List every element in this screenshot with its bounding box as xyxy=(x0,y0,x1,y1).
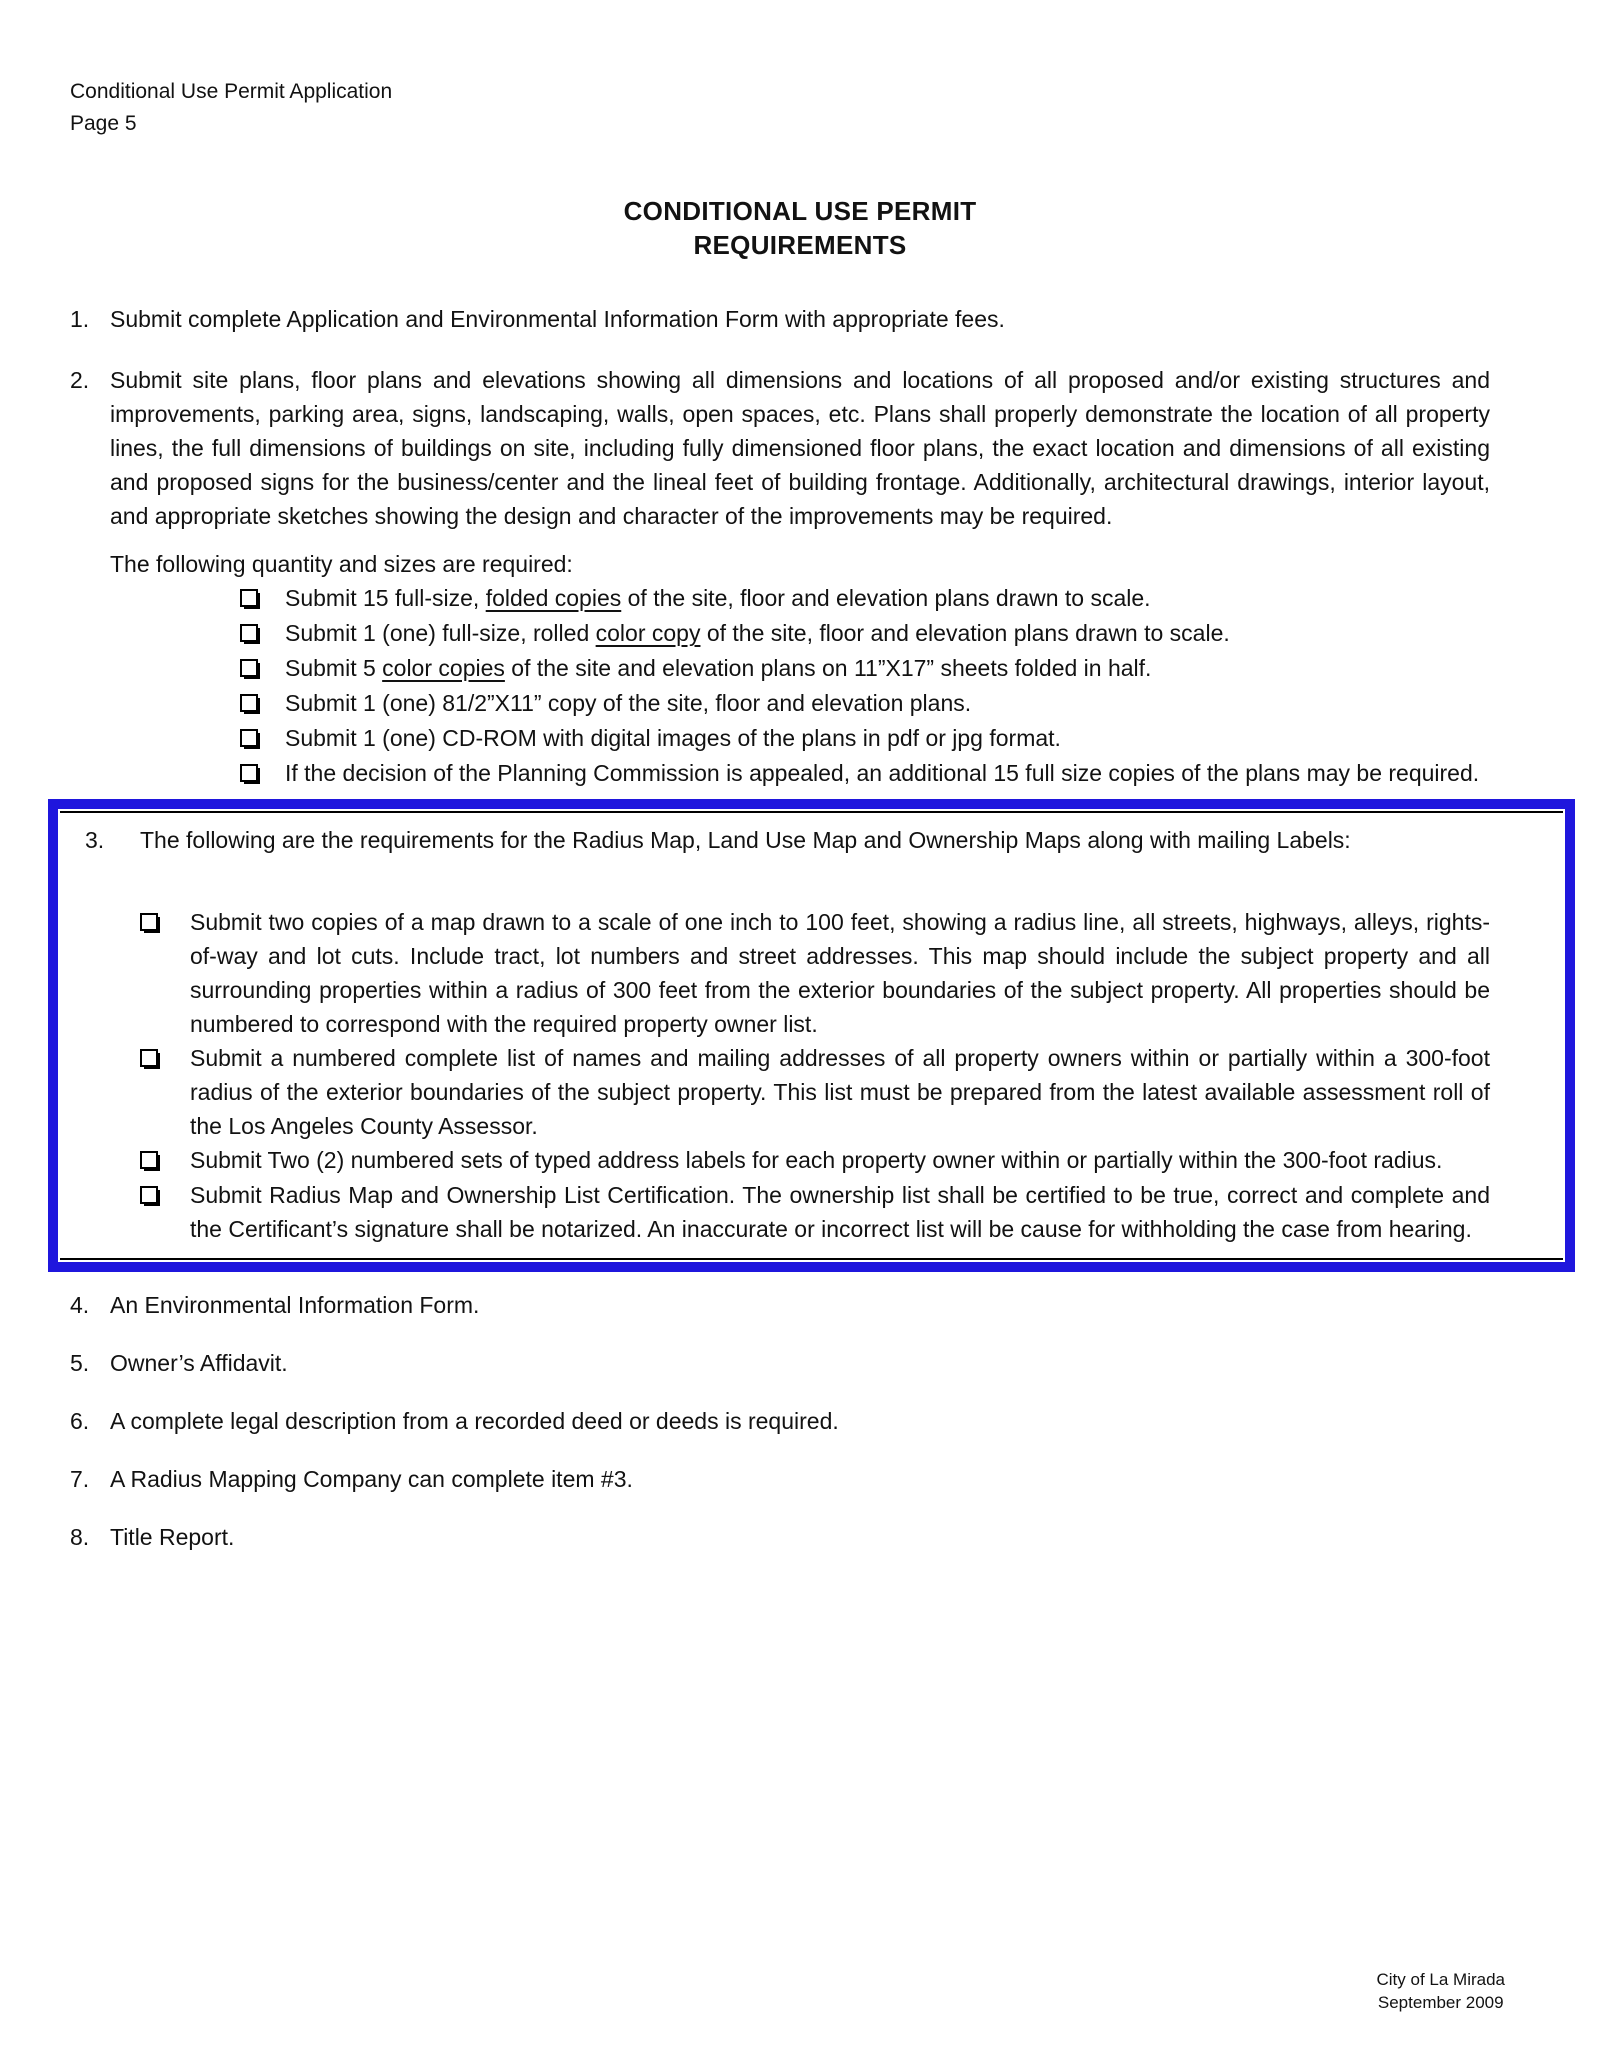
checklist-item-text: Submit two copies of a map drawn to a scale of one inch to 100 feet, showing a radius line, all streets, highways, alleys, rights-of-way and lot cuts. Include tract, lot numbers and street addresses. This map should include the subject property and all surrounding properties within a radius of 300 feet from the exterior boundaries of the subject property. All properties should be numbered to correspond with the required property owner list. xyxy=(190,909,1490,1037)
item-number: 5. xyxy=(70,1350,90,1376)
checklist-item-text xyxy=(285,651,1490,686)
item-number: 1. xyxy=(70,306,90,332)
numbered-item-4 xyxy=(70,1288,1490,1322)
text-segment: If the decision of the Planning Commission is appealed, an additional 15 full size copies of the plans may be required. xyxy=(285,760,1480,786)
checklist-item xyxy=(140,905,1490,1041)
doc-footer xyxy=(1377,1968,1506,2014)
item-number: 4. xyxy=(70,1292,90,1318)
checklist-item xyxy=(240,686,1490,721)
checklist-item xyxy=(140,1178,1490,1246)
item-number: 3. xyxy=(85,827,105,853)
checkbox-icon xyxy=(240,659,258,677)
item-text: An Environmental Information Form. xyxy=(110,1292,480,1318)
checklist-item-text: Submit a numbered complete list of names and mailing addresses of all property owners within or partially within a 300-foot radius of the exterior boundaries of the subject property. This list must be prepared from the latest available assessment roll of the Los Angeles County Assessor. xyxy=(190,1045,1490,1139)
text-segment: of the site, floor and elevation plans drawn to scale. xyxy=(621,585,1151,611)
item-text: Title Report. xyxy=(110,1524,235,1550)
item-number: 2. xyxy=(70,367,90,393)
item-number: 8. xyxy=(70,1524,90,1550)
page-title-line1: CONDITIONAL USE PERMIT xyxy=(623,196,977,226)
text-segment: Submit 5 xyxy=(285,655,383,681)
checkbox-icon xyxy=(240,764,258,782)
plans-checklist xyxy=(240,581,1490,791)
underlined-segment: color copies xyxy=(382,655,505,681)
checklist-item xyxy=(140,1143,1490,1178)
checklist-item xyxy=(140,1041,1490,1143)
document-body xyxy=(70,302,1490,1554)
doc-header xyxy=(70,76,1600,140)
checklist-item-text xyxy=(285,581,1490,616)
checklist-item xyxy=(240,616,1490,651)
checklist-item-text xyxy=(285,686,1490,721)
item-text: Submit complete Application and Environmental Information Form with appropriate fees. xyxy=(110,306,1005,332)
checklist-item-text: Submit Two (2) numbered sets of typed address labels for each property owner within or partially within the 300-foot radius. xyxy=(190,1147,1443,1173)
text-segment: of the site, floor and elevation plans drawn to scale. xyxy=(700,620,1230,646)
checklist-item-text xyxy=(285,756,1490,791)
checkbox-icon xyxy=(140,1151,158,1169)
text-segment: of the site and elevation plans on 11”X17” sheets folded in half. xyxy=(504,655,1152,681)
footer-date: September 2009 xyxy=(1377,1993,1504,2012)
underlined-segment: folded copies xyxy=(485,585,622,611)
checklist-item-text xyxy=(285,721,1490,756)
numbered-item-5 xyxy=(70,1346,1490,1380)
underlined-segment: color copy xyxy=(595,620,701,646)
numbered-item-6 xyxy=(70,1404,1490,1438)
text-segment: Submit 1 (one) CD-ROM with digital images of the plans in pdf or jpg format. xyxy=(285,725,1061,751)
checklist-item xyxy=(240,651,1490,686)
numbered-item-1 xyxy=(70,302,1490,336)
page-title-line2: REQUIREMENTS xyxy=(693,230,907,260)
highlight-box xyxy=(48,799,1575,1272)
checklist-item xyxy=(240,721,1490,756)
text-segment: Submit 1 (one) full-size, rolled xyxy=(285,620,596,646)
item-text: Submit site plans, floor plans and elevations showing all dimensions and locations of all proposed and/or existing structures and improvements, parking area, signs, landscaping, walls, open spaces, etc. Plans shall properly demonstrate the location of all property lines, the full dimensions of buildings on site, including fully dimensioned floor plans, the exact location and dimensions of all existing and proposed signs for the business/center and the lineal feet of building frontage. Additionally, architectural drawings, interior layout, and appropriate sketches showing the design and character of the improvements may be required. xyxy=(110,367,1490,529)
item-number: 7. xyxy=(70,1466,90,1492)
checkbox-icon xyxy=(140,913,158,931)
doc-header-title: Conditional Use Permit Application xyxy=(70,80,393,103)
checkbox-icon xyxy=(240,694,258,712)
item-text: A complete legal description from a recorded deed or deeds is required. xyxy=(110,1408,839,1434)
item-text: A Radius Mapping Company can complete item #3. xyxy=(110,1466,633,1492)
doc-header-page-number: Page 5 xyxy=(70,112,137,135)
numbered-item-7 xyxy=(70,1462,1490,1496)
item-text: The following are the requirements for the Radius Map, Land Use Map and Ownership Maps along with mailing Labels: xyxy=(140,827,1351,853)
numbered-item-3 xyxy=(85,823,1490,857)
checkbox-icon xyxy=(240,729,258,747)
checklist-item xyxy=(240,756,1490,791)
item-2-sub-block xyxy=(110,547,1490,791)
numbered-item-8 xyxy=(70,1520,1490,1554)
text-segment: Submit 1 (one) 81/2”X11” copy of the site, floor and elevation plans. xyxy=(285,690,972,716)
checklist-item-text xyxy=(285,616,1490,651)
item-number: 6. xyxy=(70,1408,90,1434)
item-text: Owner’s Affidavit. xyxy=(110,1350,288,1376)
checklist-intro: The following quantity and sizes are required: xyxy=(110,551,573,577)
highlight-box-inner xyxy=(60,811,1563,1260)
checkbox-icon xyxy=(240,589,258,607)
text-segment: Submit 15 full-size, xyxy=(285,585,486,611)
checkbox-icon xyxy=(140,1049,158,1067)
numbered-item-2 xyxy=(70,363,1490,533)
page-title xyxy=(0,194,1600,262)
radius-map-checklist xyxy=(140,905,1490,1246)
checkbox-icon xyxy=(140,1186,158,1204)
checklist-item-text: Submit Radius Map and Ownership List Certification. The ownership list shall be certified to be true, correct and complete and the Certificant’s signature shall be notarized. An inaccurate or incorrect list will be cause for withholding the case from hearing. xyxy=(190,1182,1490,1242)
checklist-item xyxy=(240,581,1490,616)
checkbox-icon xyxy=(240,624,258,642)
footer-org: City of La Mirada xyxy=(1376,1970,1505,1989)
